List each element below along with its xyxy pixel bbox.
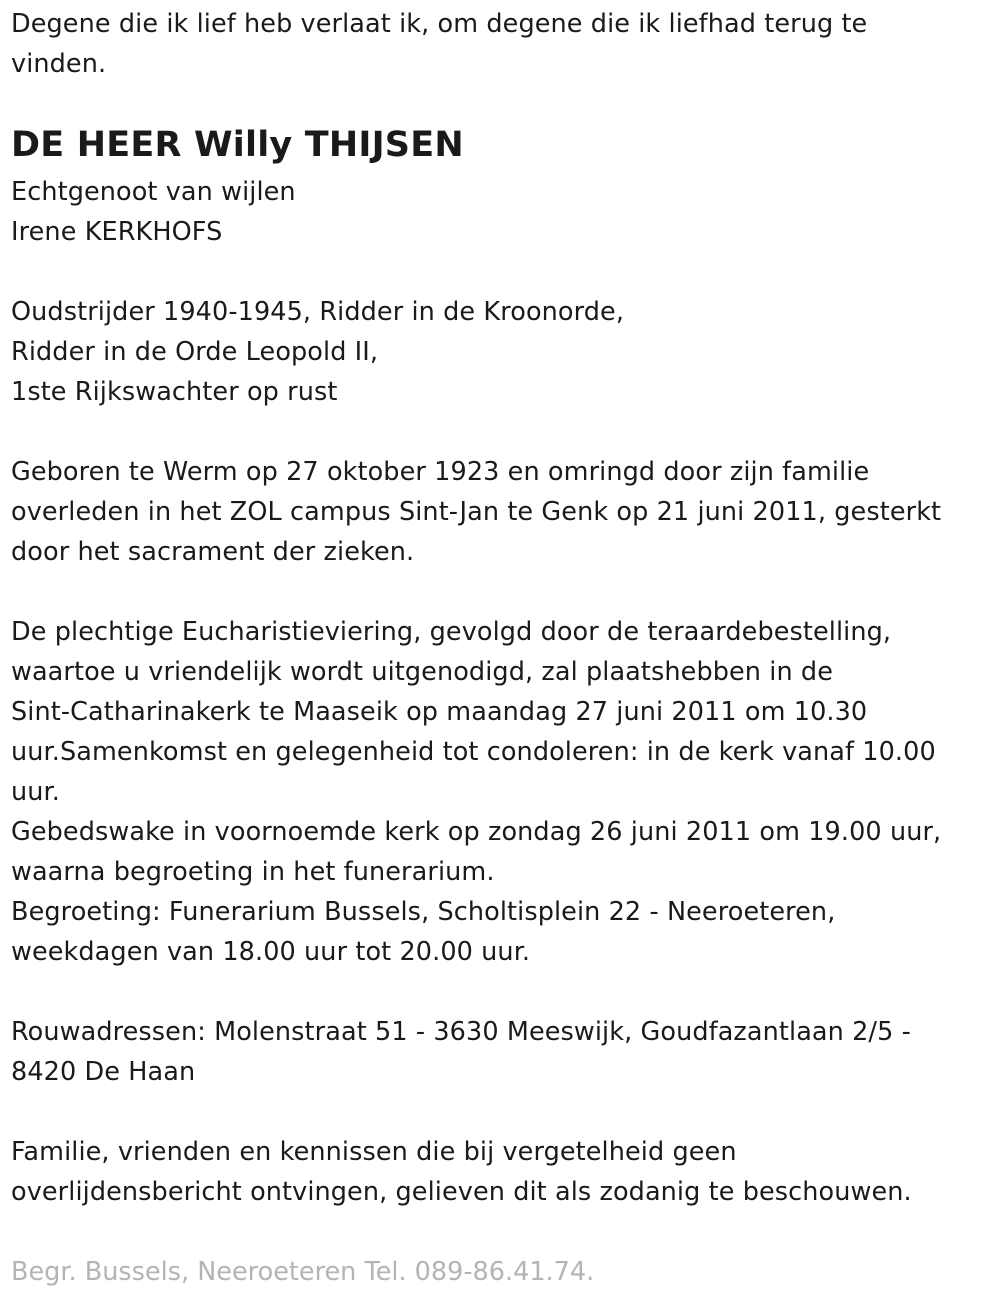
spacer xyxy=(11,1212,986,1252)
ceremony-line: waartoe u vriendelijk wordt uitgenodigd, zal plaatshebben in de xyxy=(11,657,834,687)
epitaph-line: vinden. xyxy=(11,49,107,79)
ceremony-block xyxy=(11,612,986,972)
ceremony-line: uur.Samenkomst en gelegenheid tot condoleren: in de kerk vanaf 10.00 xyxy=(11,737,936,767)
birth-death-line: door het sacrament der zieken. xyxy=(11,537,415,567)
honours-block xyxy=(11,292,986,412)
ceremony-line: Begroeting: Funerarium Bussels, Scholtisplein 22 - Neeroeteren, xyxy=(11,897,836,927)
ceremony-line: Sint-Catharinakerk te Maaseik op maandag 27 juni 2011 om 10.30 xyxy=(11,697,868,727)
notice-block xyxy=(11,1132,986,1212)
addresses-line: Rouwadressen: Molenstraat 51 - 3630 Meeswijk, Goudfazantlaan 2/5 - xyxy=(11,1017,911,1047)
spacer xyxy=(11,972,986,1012)
honours-line: 1ste Rijkswachter op rust xyxy=(11,377,338,407)
notice-line: Familie, vrienden en kennissen die bij vergetelheid geen xyxy=(11,1137,737,1167)
spacer xyxy=(11,1092,986,1132)
addresses-line: 8420 De Haan xyxy=(11,1057,196,1087)
addresses-block xyxy=(11,1012,986,1092)
birth-death-line: overleden in het ZOL campus Sint-Jan te Genk op 21 juni 2011, gesterkt xyxy=(11,497,942,527)
spouse-block xyxy=(11,172,986,252)
spouse-line: Irene KERKHOFS xyxy=(11,217,223,247)
honours-line: Oudstrijder 1940-1945, Ridder in de Kroonorde, xyxy=(11,297,625,327)
epitaph-line: Degene die ik lief heb verlaat ik, om degene die ik liefhad terug te xyxy=(11,9,868,39)
birth-death-line: Geboren te Werm op 27 oktober 1923 en omringd door zijn familie xyxy=(11,457,870,487)
ceremony-line: waarna begroeting in het funerarium. xyxy=(11,857,495,887)
ceremony-line: Gebedswake in voornoemde kerk op zondag 26 juni 2011 om 19.00 uur, xyxy=(11,817,942,847)
notice-line: overlijdensbericht ontvingen, gelieven dit als zodanig te beschouwen. xyxy=(11,1177,912,1207)
spacer xyxy=(11,252,986,292)
epitaph xyxy=(11,4,986,84)
deceased-name: DE HEER Willy THIJSEN xyxy=(11,125,464,165)
spacer xyxy=(11,572,986,612)
obituary-notice xyxy=(11,4,986,1292)
spouse-line: Echtgenoot van wijlen xyxy=(11,177,296,207)
ceremony-line: weekdagen van 18.00 uur tot 20.00 uur. xyxy=(11,937,531,967)
spacer xyxy=(11,412,986,452)
birth-death-block xyxy=(11,452,986,572)
ceremony-line: uur. xyxy=(11,777,60,807)
ceremony-line: De plechtige Eucharistieviering, gevolgd door de teraardebestelling, xyxy=(11,617,892,647)
honours-line: Ridder in de Orde Leopold II, xyxy=(11,337,379,367)
funeral-home-footer: Begr. Bussels, Neeroeteren Tel. 089-86.41.74. xyxy=(11,1257,595,1287)
